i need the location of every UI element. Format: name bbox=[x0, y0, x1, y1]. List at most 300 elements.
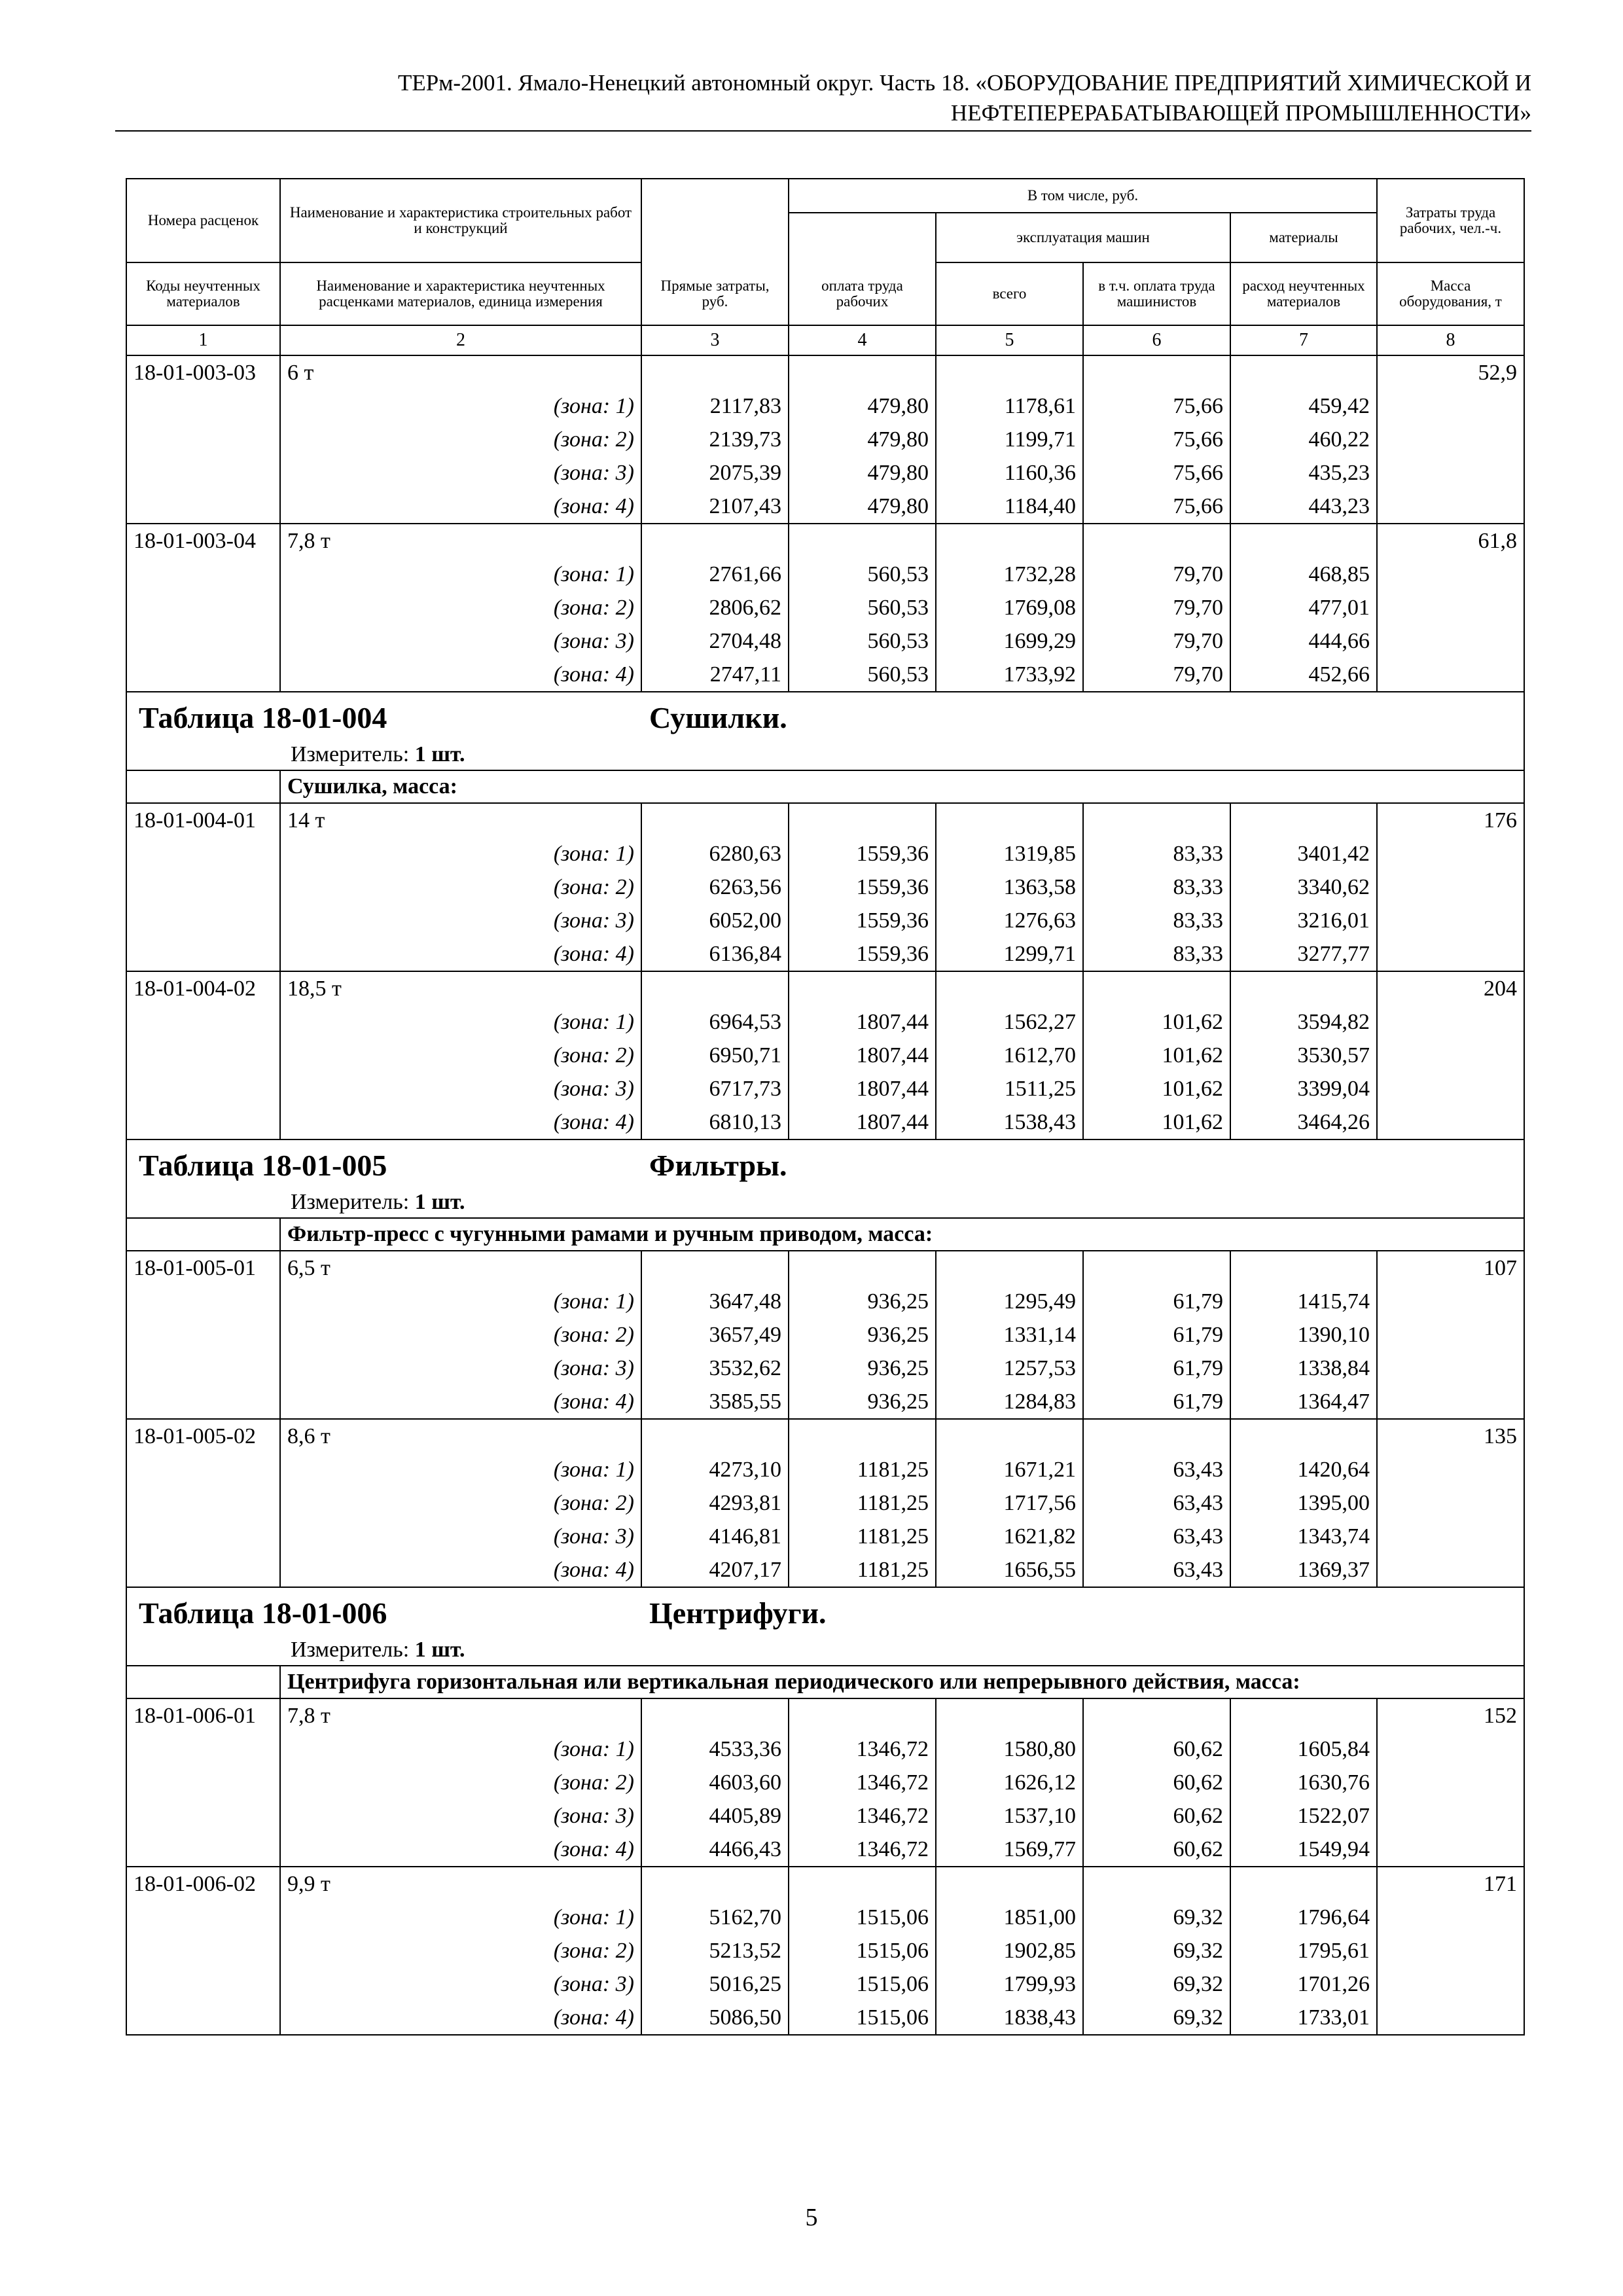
zone-value: 1364,47 bbox=[1230, 1385, 1377, 1419]
zone-value: 4293,81 bbox=[641, 1486, 789, 1520]
zone-value: 1346,72 bbox=[789, 1732, 936, 1766]
zone-value: 69,32 bbox=[1083, 1967, 1230, 2001]
zone-row bbox=[126, 904, 1524, 937]
zone-value: 443,23 bbox=[1230, 490, 1377, 524]
table-section-header bbox=[126, 1139, 1524, 1218]
zone-value: 101,62 bbox=[1083, 1005, 1230, 1039]
zone-row bbox=[126, 2001, 1524, 2035]
zone-value: 5086,50 bbox=[641, 2001, 789, 2035]
zone-label: (зона: 3) bbox=[280, 1072, 641, 1105]
zone-value: 6950,71 bbox=[641, 1039, 789, 1072]
zone-value: 477,01 bbox=[1230, 591, 1377, 624]
zone-row bbox=[126, 1934, 1524, 1967]
col-work-name: Наименование и характеристика строительных работ и конструкций bbox=[280, 179, 641, 262]
zone-value: 1630,76 bbox=[1230, 1766, 1377, 1799]
zone-value: 83,33 bbox=[1083, 904, 1230, 937]
zone-value: 2117,83 bbox=[641, 389, 789, 423]
zone-value: 560,53 bbox=[789, 658, 936, 692]
zone-row bbox=[126, 1385, 1524, 1419]
zone-value: 1559,36 bbox=[789, 837, 936, 870]
measure-line bbox=[134, 1635, 1517, 1665]
zone-value: 6717,73 bbox=[641, 1072, 789, 1105]
zone-value: 63,43 bbox=[1083, 1453, 1230, 1486]
zone-value: 479,80 bbox=[789, 423, 936, 456]
rate-mass: 52,9 bbox=[1377, 355, 1524, 389]
measure-value: 1 шт. bbox=[414, 1190, 465, 1214]
zone-row bbox=[126, 870, 1524, 904]
zone-label: (зона: 1) bbox=[280, 1285, 641, 1318]
zone-value: 63,43 bbox=[1083, 1520, 1230, 1553]
zone-value: 79,70 bbox=[1083, 658, 1230, 692]
zone-row bbox=[126, 1766, 1524, 1799]
zone-row bbox=[126, 423, 1524, 456]
zone-value: 1295,49 bbox=[936, 1285, 1083, 1318]
zone-value: 83,33 bbox=[1083, 937, 1230, 971]
zone-value: 1671,21 bbox=[936, 1453, 1083, 1486]
zone-value: 452,66 bbox=[1230, 658, 1377, 692]
rate-mass: 176 bbox=[1377, 803, 1524, 837]
zone-value: 1522,07 bbox=[1230, 1799, 1377, 1833]
zone-value: 69,32 bbox=[1083, 2001, 1230, 2035]
zone-value: 1732,28 bbox=[936, 558, 1083, 591]
zone-label: (зона: 1) bbox=[280, 837, 641, 870]
zone-value: 6964,53 bbox=[641, 1005, 789, 1039]
zone-value: 101,62 bbox=[1083, 1072, 1230, 1105]
zone-value: 1562,27 bbox=[936, 1005, 1083, 1039]
zone-label: (зона: 4) bbox=[280, 937, 641, 971]
zone-label: (зона: 4) bbox=[280, 1833, 641, 1867]
rate-mass: 135 bbox=[1377, 1419, 1524, 1453]
zone-value: 4466,43 bbox=[641, 1833, 789, 1867]
zone-value: 1369,37 bbox=[1230, 1553, 1377, 1587]
zone-label: (зона: 1) bbox=[280, 389, 641, 423]
col-number: 1 bbox=[126, 325, 280, 355]
zone-value: 60,62 bbox=[1083, 1732, 1230, 1766]
zone-value: 75,66 bbox=[1083, 490, 1230, 524]
zone-value: 936,25 bbox=[789, 1318, 936, 1352]
zone-value: 1299,71 bbox=[936, 937, 1083, 971]
zone-value: 69,32 bbox=[1083, 1901, 1230, 1934]
col-incl-wages: в т.ч. оплата труда машинистов bbox=[1083, 262, 1230, 325]
rate-desc: 6 т bbox=[280, 355, 641, 389]
zone-row bbox=[126, 624, 1524, 658]
zone-value: 4405,89 bbox=[641, 1799, 789, 1833]
col-labor: Затраты труда рабочих, чел.-ч. bbox=[1377, 179, 1524, 262]
zone-label: (зона: 3) bbox=[280, 456, 641, 490]
zone-value: 560,53 bbox=[789, 591, 936, 624]
zone-value: 459,42 bbox=[1230, 389, 1377, 423]
zone-value: 1612,70 bbox=[936, 1039, 1083, 1072]
header-line-2: НЕФТЕПЕРЕРАБАТЫВАЮЩЕЙ ПРОМЫШЛЕННОСТИ» bbox=[950, 100, 1531, 126]
zone-value: 1257,53 bbox=[936, 1352, 1083, 1385]
zone-value: 75,66 bbox=[1083, 456, 1230, 490]
zone-value: 1796,64 bbox=[1230, 1901, 1377, 1934]
zone-value: 83,33 bbox=[1083, 837, 1230, 870]
zone-label: (зона: 4) bbox=[280, 490, 641, 524]
zone-value: 1807,44 bbox=[789, 1072, 936, 1105]
zone-value: 83,33 bbox=[1083, 870, 1230, 904]
zone-row bbox=[126, 456, 1524, 490]
zone-value: 460,22 bbox=[1230, 423, 1377, 456]
table-section-header bbox=[126, 1587, 1524, 1666]
measure-line bbox=[134, 740, 1517, 770]
group-title: Фильтр-пресс с чугунными рамами и ручным приводом, масса: bbox=[280, 1218, 1524, 1251]
rate-mass: 61,8 bbox=[1377, 524, 1524, 558]
zone-value: 60,62 bbox=[1083, 1833, 1230, 1867]
zone-row bbox=[126, 1453, 1524, 1486]
zone-label: (зона: 3) bbox=[280, 1520, 641, 1553]
zone-value: 60,62 bbox=[1083, 1799, 1230, 1833]
rate-desc: 14 т bbox=[280, 803, 641, 837]
zone-value: 1515,06 bbox=[789, 1934, 936, 1967]
zone-value: 63,43 bbox=[1083, 1553, 1230, 1587]
zone-value: 75,66 bbox=[1083, 389, 1230, 423]
zone-row bbox=[126, 591, 1524, 624]
zone-value: 1346,72 bbox=[789, 1833, 936, 1867]
zone-row bbox=[126, 1967, 1524, 2001]
zone-value: 1549,94 bbox=[1230, 1833, 1377, 1867]
zone-row bbox=[126, 389, 1524, 423]
zone-value: 3594,82 bbox=[1230, 1005, 1377, 1039]
rate-code: 18-01-006-02 bbox=[126, 1867, 280, 1901]
zone-value: 2075,39 bbox=[641, 456, 789, 490]
zone-value: 1390,10 bbox=[1230, 1318, 1377, 1352]
zone-label: (зона: 4) bbox=[280, 2001, 641, 2035]
col-number: 4 bbox=[789, 325, 936, 355]
zone-value: 3216,01 bbox=[1230, 904, 1377, 937]
zone-value: 1415,74 bbox=[1230, 1285, 1377, 1318]
col-number: 5 bbox=[936, 325, 1083, 355]
zone-row bbox=[126, 1732, 1524, 1766]
zone-value: 936,25 bbox=[789, 1385, 936, 1419]
zone-label: (зона: 3) bbox=[280, 1799, 641, 1833]
table-title: Сушилки. bbox=[649, 701, 787, 734]
rate-mass: 107 bbox=[1377, 1251, 1524, 1285]
zone-value: 1343,74 bbox=[1230, 1520, 1377, 1553]
zone-value: 1515,06 bbox=[789, 1967, 936, 2001]
rate-row bbox=[126, 355, 1524, 389]
zone-value: 101,62 bbox=[1083, 1039, 1230, 1072]
zone-value: 479,80 bbox=[789, 490, 936, 524]
section-title bbox=[134, 1592, 1517, 1635]
zone-value: 1851,00 bbox=[936, 1901, 1083, 1934]
table-number: Таблица 18-01-006 bbox=[139, 1596, 387, 1630]
zone-value: 1160,36 bbox=[936, 456, 1083, 490]
zone-value: 1515,06 bbox=[789, 2001, 936, 2035]
zone-value: 1395,00 bbox=[1230, 1486, 1377, 1520]
rate-desc: 8,6 т bbox=[280, 1419, 641, 1453]
zone-label: (зона: 1) bbox=[280, 1005, 641, 1039]
rate-desc: 6,5 т bbox=[280, 1251, 641, 1285]
zone-value: 1420,64 bbox=[1230, 1453, 1377, 1486]
zone-label: (зона: 3) bbox=[280, 904, 641, 937]
zone-value: 3399,04 bbox=[1230, 1072, 1377, 1105]
zone-value: 5016,25 bbox=[641, 1967, 789, 2001]
zone-label: (зона: 2) bbox=[280, 1766, 641, 1799]
col-direct: Прямые затраты, руб. bbox=[641, 262, 789, 325]
zone-label: (зона: 4) bbox=[280, 1553, 641, 1587]
zone-label: (зона: 2) bbox=[280, 870, 641, 904]
zone-value: 2747,11 bbox=[641, 658, 789, 692]
zone-value: 3532,62 bbox=[641, 1352, 789, 1385]
rate-mass: 152 bbox=[1377, 1698, 1524, 1732]
zone-value: 69,32 bbox=[1083, 1934, 1230, 1967]
col-number: 2 bbox=[280, 325, 641, 355]
zone-label: (зона: 4) bbox=[280, 658, 641, 692]
rate-desc: 9,9 т bbox=[280, 1867, 641, 1901]
zone-value: 61,79 bbox=[1083, 1318, 1230, 1352]
rate-row bbox=[126, 1251, 1524, 1285]
zone-value: 4273,10 bbox=[641, 1453, 789, 1486]
table-number: Таблица 18-01-004 bbox=[139, 701, 387, 734]
zone-value: 60,62 bbox=[1083, 1766, 1230, 1799]
zone-row bbox=[126, 1105, 1524, 1139]
zone-value: 1769,08 bbox=[936, 591, 1083, 624]
measure-label: Измеритель: bbox=[291, 1190, 410, 1214]
zone-value: 1181,25 bbox=[789, 1553, 936, 1587]
zone-row bbox=[126, 1901, 1524, 1934]
zone-value: 1569,77 bbox=[936, 1833, 1083, 1867]
zone-value: 2761,66 bbox=[641, 558, 789, 591]
zone-value: 1276,63 bbox=[936, 904, 1083, 937]
zone-value: 2107,43 bbox=[641, 490, 789, 524]
zone-value: 1511,25 bbox=[936, 1072, 1083, 1105]
measure-label: Измеритель: bbox=[291, 1638, 410, 1662]
zone-value: 1807,44 bbox=[789, 1105, 936, 1139]
col-including: В том числе, руб. bbox=[789, 179, 1377, 213]
col-number: 6 bbox=[1083, 325, 1230, 355]
zone-value: 79,70 bbox=[1083, 591, 1230, 624]
table-body bbox=[126, 355, 1524, 2035]
zone-value: 3277,77 bbox=[1230, 937, 1377, 971]
zone-value: 444,66 bbox=[1230, 624, 1377, 658]
rate-mass: 204 bbox=[1377, 971, 1524, 1005]
group-row bbox=[126, 1218, 1524, 1251]
col-number: 3 bbox=[641, 325, 789, 355]
zone-value: 1580,80 bbox=[936, 1732, 1083, 1766]
col-unaccounted-name: Наименование и характеристика неучтенных расценками материалов, единица измерения bbox=[280, 262, 641, 325]
col-rate-numbers: Номера расценок bbox=[126, 179, 280, 262]
zone-value: 4146,81 bbox=[641, 1520, 789, 1553]
zone-value: 1621,82 bbox=[936, 1520, 1083, 1553]
rate-mass: 171 bbox=[1377, 1867, 1524, 1901]
zone-value: 1284,83 bbox=[936, 1385, 1083, 1419]
zone-value: 4207,17 bbox=[641, 1553, 789, 1587]
zone-row bbox=[126, 1318, 1524, 1352]
zone-value: 3585,55 bbox=[641, 1385, 789, 1419]
zone-row bbox=[126, 937, 1524, 971]
zone-value: 1701,26 bbox=[1230, 1967, 1377, 2001]
zone-value: 6263,56 bbox=[641, 870, 789, 904]
zone-value: 5162,70 bbox=[641, 1901, 789, 1934]
zone-value: 1807,44 bbox=[789, 1039, 936, 1072]
zone-label: (зона: 3) bbox=[280, 1352, 641, 1385]
zone-value: 1902,85 bbox=[936, 1934, 1083, 1967]
zone-label: (зона: 2) bbox=[280, 423, 641, 456]
zone-value: 1199,71 bbox=[936, 423, 1083, 456]
rate-row bbox=[126, 1867, 1524, 1901]
page-header bbox=[115, 68, 1531, 128]
zone-label: (зона: 4) bbox=[280, 1105, 641, 1139]
zone-row bbox=[126, 1833, 1524, 1867]
col-materials: материалы bbox=[1230, 213, 1377, 262]
zone-row bbox=[126, 1486, 1524, 1520]
zone-value: 4603,60 bbox=[641, 1766, 789, 1799]
zone-label: (зона: 1) bbox=[280, 558, 641, 591]
zone-row bbox=[126, 658, 1524, 692]
measure-line bbox=[134, 1187, 1517, 1217]
zone-value: 1181,25 bbox=[789, 1486, 936, 1520]
zone-value: 1717,56 bbox=[936, 1486, 1083, 1520]
zone-value: 1559,36 bbox=[789, 937, 936, 971]
zone-label: (зона: 2) bbox=[280, 591, 641, 624]
col-wages: оплата труда рабочих bbox=[789, 262, 936, 325]
zone-value: 1626,12 bbox=[936, 1766, 1083, 1799]
col-machines: эксплуатация машин bbox=[936, 213, 1230, 262]
zone-value: 1733,92 bbox=[936, 658, 1083, 692]
col-unaccounted-use: расход неучтенных материалов bbox=[1230, 262, 1377, 325]
zone-row bbox=[126, 490, 1524, 524]
zone-value: 1184,40 bbox=[936, 490, 1083, 524]
zone-value: 1515,06 bbox=[789, 1901, 936, 1934]
zone-label: (зона: 1) bbox=[280, 1732, 641, 1766]
zone-value: 435,23 bbox=[1230, 456, 1377, 490]
rate-row bbox=[126, 803, 1524, 837]
table-title: Центрифуги. bbox=[649, 1596, 827, 1630]
header-rule bbox=[115, 130, 1531, 132]
zone-value: 1181,25 bbox=[789, 1520, 936, 1553]
group-title: Сушилка, масса: bbox=[280, 770, 1524, 803]
measure-label: Измеритель: bbox=[291, 742, 410, 766]
zone-value: 1537,10 bbox=[936, 1799, 1083, 1833]
zone-value: 468,85 bbox=[1230, 558, 1377, 591]
zone-value: 3647,48 bbox=[641, 1285, 789, 1318]
zone-value: 75,66 bbox=[1083, 423, 1230, 456]
rate-code: 18-01-006-01 bbox=[126, 1698, 280, 1732]
rate-row bbox=[126, 1419, 1524, 1453]
zone-value: 1346,72 bbox=[789, 1799, 936, 1833]
page-number: 5 bbox=[805, 2204, 818, 2231]
zone-value: 63,43 bbox=[1083, 1486, 1230, 1520]
rate-code: 18-01-004-01 bbox=[126, 803, 280, 837]
zone-value: 1319,85 bbox=[936, 837, 1083, 870]
zone-value: 3530,57 bbox=[1230, 1039, 1377, 1072]
zone-value: 560,53 bbox=[789, 624, 936, 658]
zone-value: 1178,61 bbox=[936, 389, 1083, 423]
group-row bbox=[126, 1666, 1524, 1698]
zone-value: 1559,36 bbox=[789, 870, 936, 904]
zone-value: 1338,84 bbox=[1230, 1352, 1377, 1385]
rate-desc: 7,8 т bbox=[280, 1698, 641, 1732]
zone-value: 1799,93 bbox=[936, 1967, 1083, 2001]
zone-value: 6052,00 bbox=[641, 904, 789, 937]
rate-code: 18-01-003-03 bbox=[126, 355, 280, 389]
col-number: 8 bbox=[1377, 325, 1524, 355]
zone-value: 1795,61 bbox=[1230, 1934, 1377, 1967]
zone-value: 2704,48 bbox=[641, 624, 789, 658]
col-unaccounted-codes: Коды неучтенных материалов bbox=[126, 262, 280, 325]
section-title bbox=[134, 696, 1517, 740]
zone-value: 1699,29 bbox=[936, 624, 1083, 658]
zone-value: 61,79 bbox=[1083, 1352, 1230, 1385]
zone-row bbox=[126, 558, 1524, 591]
table-title: Фильтры. bbox=[649, 1149, 787, 1182]
zone-row bbox=[126, 1352, 1524, 1385]
rate-row bbox=[126, 524, 1524, 558]
zone-value: 1656,55 bbox=[936, 1553, 1083, 1587]
rate-code: 18-01-005-01 bbox=[126, 1251, 280, 1285]
zone-value: 61,79 bbox=[1083, 1385, 1230, 1419]
zone-value: 1838,43 bbox=[936, 2001, 1083, 2035]
table-section-header bbox=[126, 692, 1524, 770]
zone-value: 1363,58 bbox=[936, 870, 1083, 904]
zone-value: 560,53 bbox=[789, 558, 936, 591]
zone-label: (зона: 1) bbox=[280, 1901, 641, 1934]
zone-value: 936,25 bbox=[789, 1285, 936, 1318]
zone-value: 79,70 bbox=[1083, 558, 1230, 591]
rate-row bbox=[126, 1698, 1524, 1732]
col-mass: Масса оборудования, т bbox=[1377, 262, 1524, 325]
zone-value: 936,25 bbox=[789, 1352, 936, 1385]
rate-row bbox=[126, 971, 1524, 1005]
zone-value: 3464,26 bbox=[1230, 1105, 1377, 1139]
zone-value: 3657,49 bbox=[641, 1318, 789, 1352]
table-header bbox=[126, 179, 1524, 355]
zone-value: 1346,72 bbox=[789, 1766, 936, 1799]
zone-value: 6136,84 bbox=[641, 937, 789, 971]
zone-label: (зона: 2) bbox=[280, 1934, 641, 1967]
zone-value: 1538,43 bbox=[936, 1105, 1083, 1139]
zone-value: 101,62 bbox=[1083, 1105, 1230, 1139]
zone-value: 1733,01 bbox=[1230, 2001, 1377, 2035]
zone-label: (зона: 1) bbox=[280, 1453, 641, 1486]
group-title: Центрифуга горизонтальная или вертикальная периодического или непрерывного действия, масса: bbox=[280, 1666, 1524, 1698]
column-numbers-row bbox=[126, 325, 1524, 355]
zone-value: 4533,36 bbox=[641, 1732, 789, 1766]
measure-value: 1 шт. bbox=[414, 1638, 465, 1662]
zone-value: 479,80 bbox=[789, 389, 936, 423]
zone-value: 3401,42 bbox=[1230, 837, 1377, 870]
zone-value: 3340,62 bbox=[1230, 870, 1377, 904]
zone-row bbox=[126, 1285, 1524, 1318]
section-title bbox=[134, 1144, 1517, 1187]
zone-value: 1807,44 bbox=[789, 1005, 936, 1039]
zone-label: (зона: 2) bbox=[280, 1486, 641, 1520]
zone-value: 2806,62 bbox=[641, 591, 789, 624]
zone-value: 2139,73 bbox=[641, 423, 789, 456]
zone-label: (зона: 3) bbox=[280, 1967, 641, 2001]
zone-row bbox=[126, 837, 1524, 870]
col-total: всего bbox=[936, 262, 1083, 325]
table-number: Таблица 18-01-005 bbox=[139, 1149, 387, 1182]
zone-value: 6810,13 bbox=[641, 1105, 789, 1139]
rate-code: 18-01-003-04 bbox=[126, 524, 280, 558]
zone-value: 5213,52 bbox=[641, 1934, 789, 1967]
measure-value: 1 шт. bbox=[414, 742, 465, 766]
zone-label: (зона: 3) bbox=[280, 624, 641, 658]
zone-label: (зона: 4) bbox=[280, 1385, 641, 1419]
zone-value: 79,70 bbox=[1083, 624, 1230, 658]
zone-value: 479,80 bbox=[789, 456, 936, 490]
zone-row bbox=[126, 1005, 1524, 1039]
zone-value: 1605,84 bbox=[1230, 1732, 1377, 1766]
header-line-1: ТЕРм-2001. Ямало-Ненецкий автономный округ. Часть 18. «ОБОРУДОВАНИЕ ПРЕДПРИЯТИЙ ХИМИЧЕСКОЙ И bbox=[397, 70, 1531, 96]
zone-row bbox=[126, 1520, 1524, 1553]
rates-table bbox=[126, 178, 1525, 2036]
rate-code: 18-01-004-02 bbox=[126, 971, 280, 1005]
rate-desc: 18,5 т bbox=[280, 971, 641, 1005]
group-row bbox=[126, 770, 1524, 803]
